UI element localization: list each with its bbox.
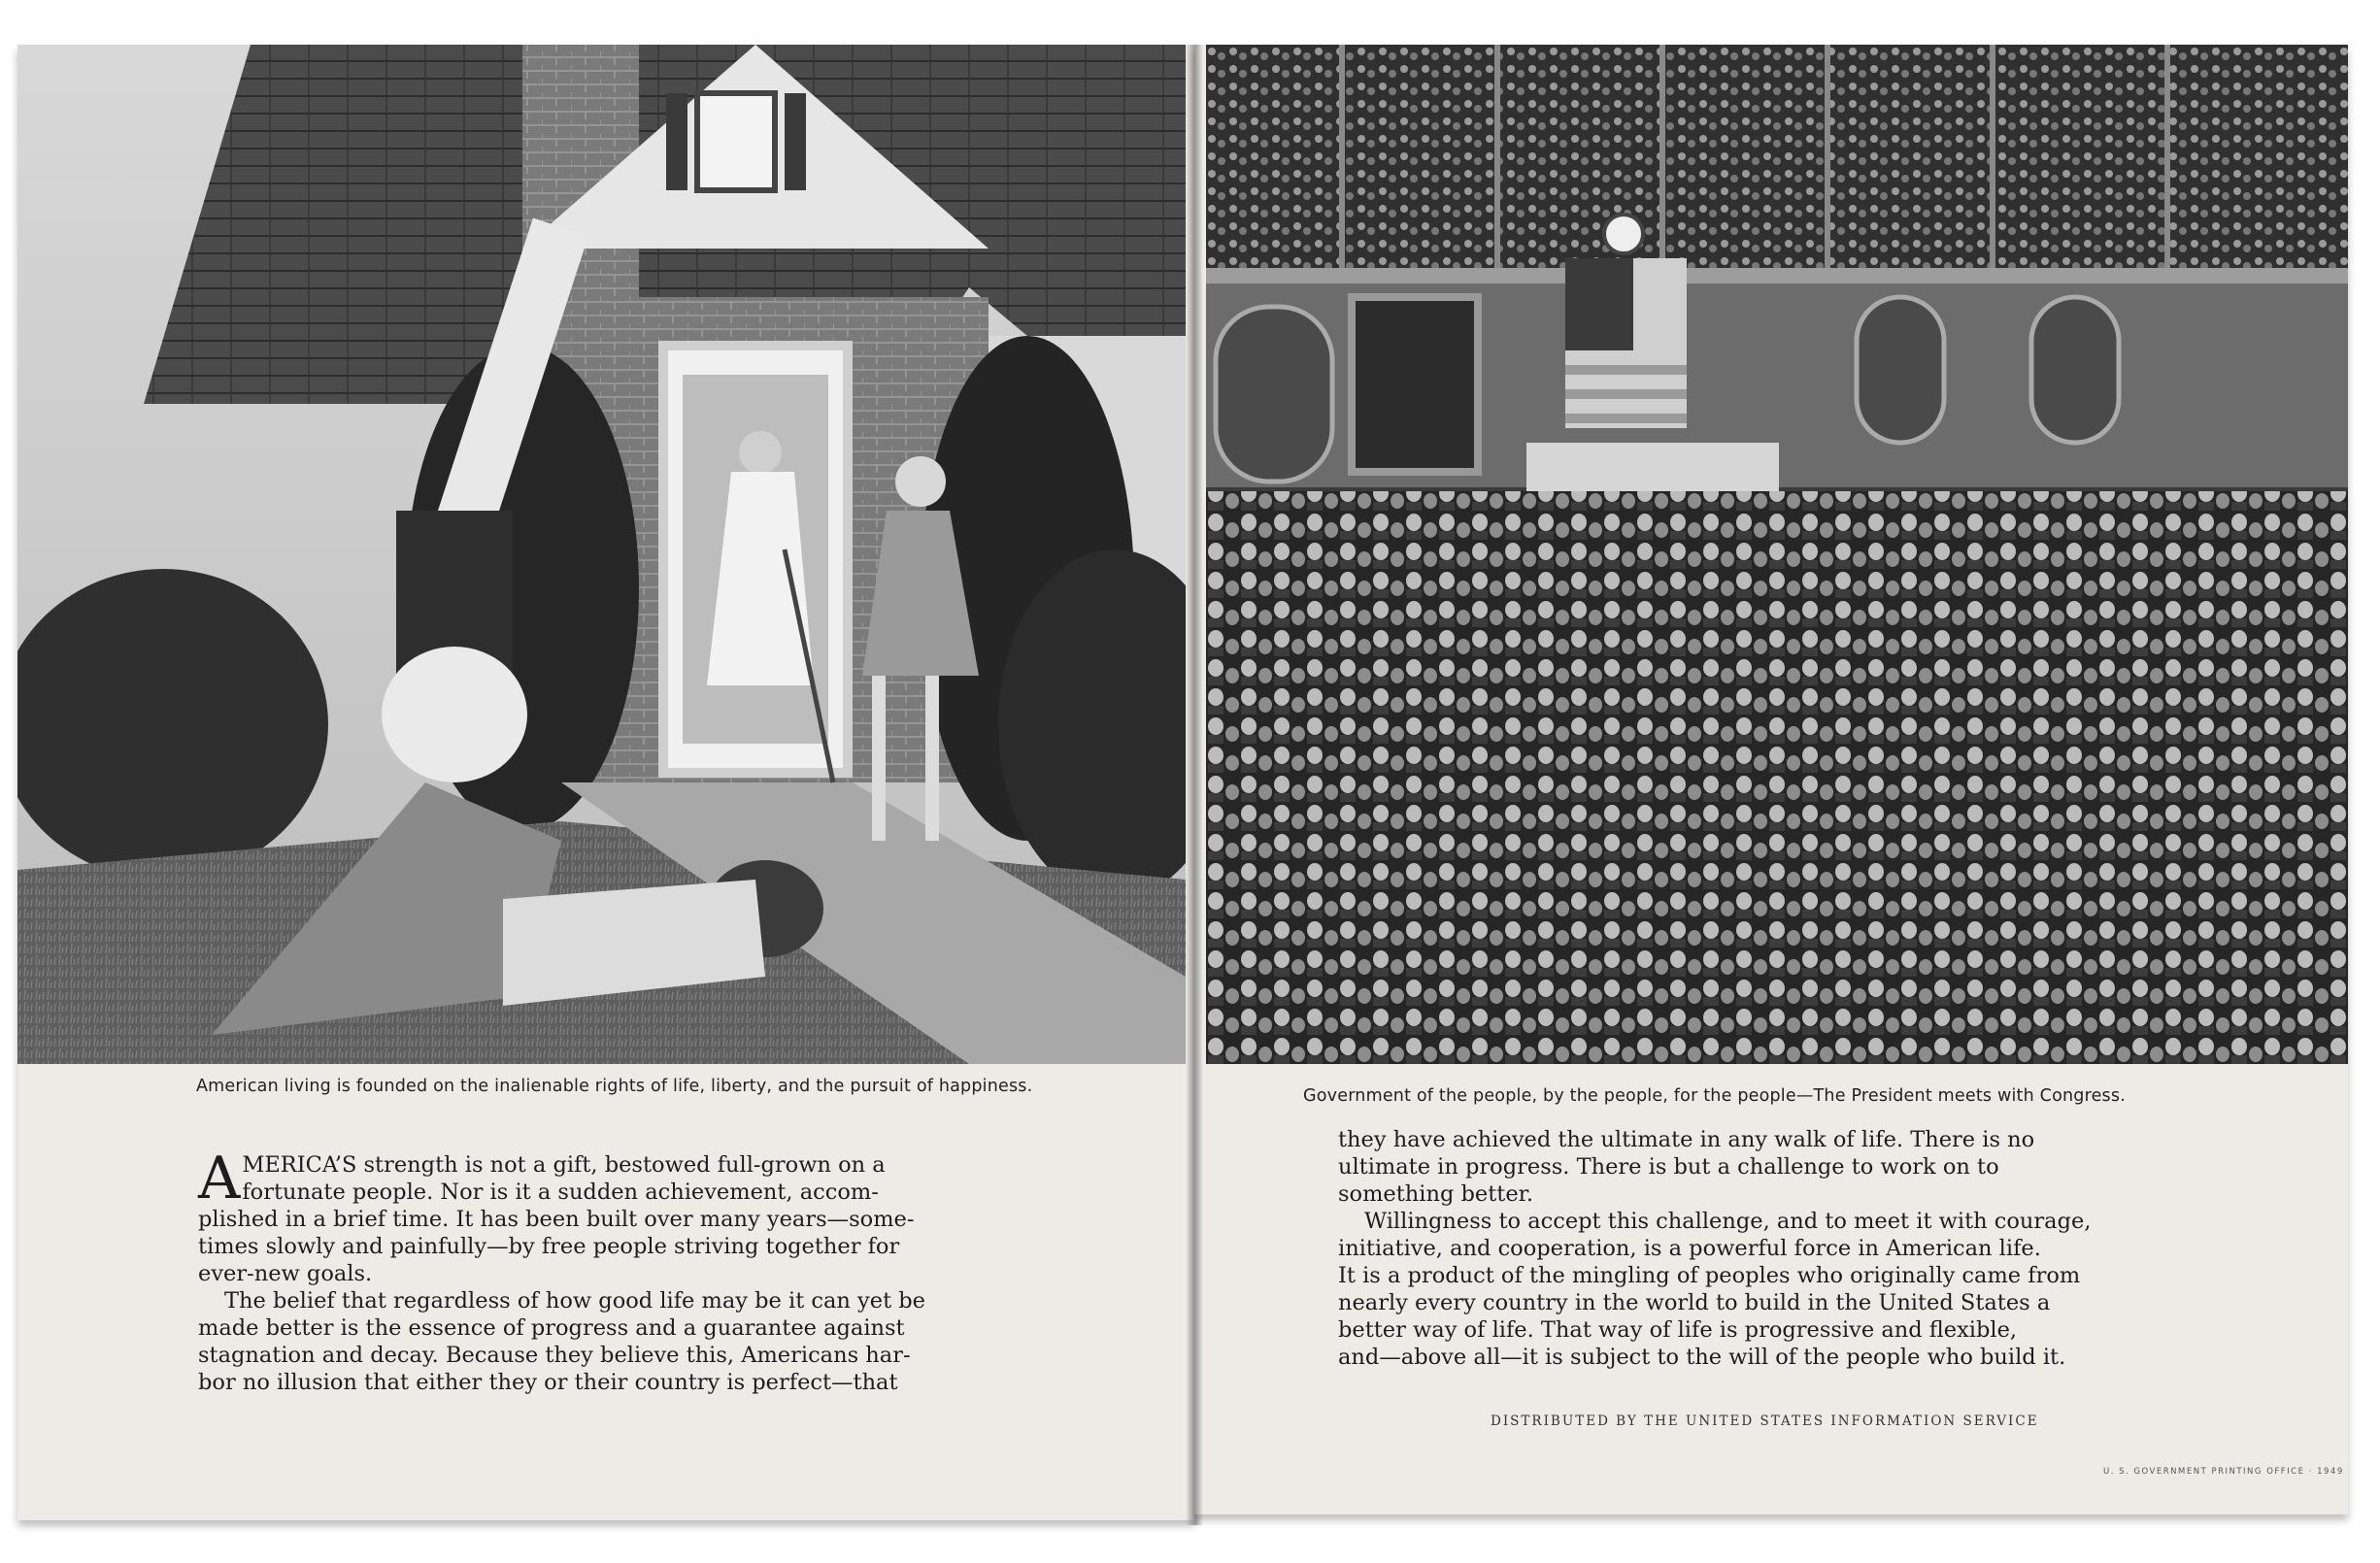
paragraph-3-line: better way of life. That way of life is progressive and flexible,: [1338, 1317, 2018, 1343]
paragraph-3-line: and—above all—it is subject to the will of the people who build it.: [1338, 1345, 2066, 1370]
spine-gutter: [1186, 45, 1203, 1525]
paragraph-1-line: times slowly and painfully—by free people striving together for: [198, 1234, 900, 1259]
booklet-spread: [17, 45, 2348, 1530]
congress-chamber-photo: [1206, 45, 2348, 1064]
paragraph-3-line: Willingness to accept this challenge, and to meet it with courage,: [1364, 1209, 2092, 1234]
drop-cap: A: [198, 1145, 241, 1213]
paragraph-3-line: It is a product of the mingling of peoples who originally came from: [1338, 1263, 2081, 1288]
paragraph-3-line: nearly every country in the world to build in the United States a: [1338, 1290, 2051, 1315]
paragraph-1-line: fortunate people. Nor is it a sudden achievement, accom-: [242, 1180, 879, 1205]
paragraph-3-line: initiative, and cooperation, is a powerful force in American life.: [1338, 1236, 2041, 1261]
paragraph-2-line: bor no illusion that either they or their country is perfect—that: [198, 1370, 898, 1395]
paragraph-2-line: The belief that regardless of how good life may be it can yet be: [224, 1288, 925, 1314]
left-page: [17, 45, 1194, 1520]
right-page: [1194, 45, 2348, 1514]
left-photo-caption: American living is founded on the inalienable rights of life, liberty, and the pursuit of happiness.: [196, 1077, 1033, 1096]
paragraph-2-line: stagnation and decay. Because they believe this, Americans har-: [198, 1343, 911, 1368]
paragraph-1-line: plished in a brief time. It has been built over many years—some-: [198, 1207, 915, 1232]
right-body-text: [1338, 1126, 2092, 1371]
paragraph-1-first-line: AMERICA’S strength is not a gift, bestowed full-grown on a: [198, 1145, 886, 1213]
continuation-line: ultimate in progress. There is but a challenge to work on to: [1338, 1154, 1999, 1180]
family-lawn-photo: [17, 45, 1186, 1064]
continuation-line: something better.: [1338, 1181, 1534, 1207]
printer-imprint: U. S. GOVERNMENT PRINTING OFFICE · 1949: [2103, 1467, 2344, 1477]
paragraph-2-line: made better is the essence of progress and a guarantee against: [198, 1315, 905, 1341]
distribution-footer: DISTRIBUTED BY THE UNITED STATES INFORMATION SERVICE: [1491, 1413, 2039, 1429]
left-body-text: [198, 1145, 925, 1396]
right-photo-caption: Government of the people, by the people, for the people—The President meets with Congress.: [1303, 1086, 2126, 1106]
paragraph-1-line: ever-new goals.: [198, 1261, 373, 1286]
continuation-line: they have achieved the ultimate in any walk of life. There is no: [1338, 1127, 2035, 1152]
